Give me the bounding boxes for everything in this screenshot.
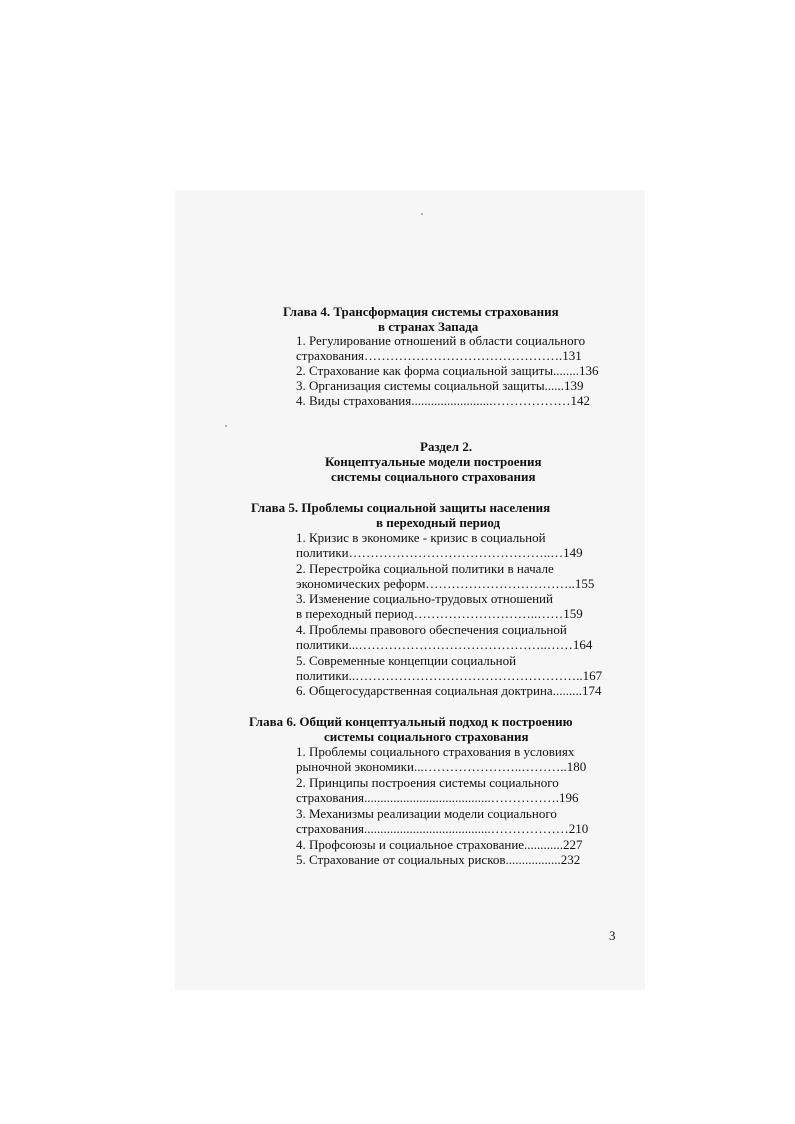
chapter4-title: Глава 4. Трансформация системы страхования: [283, 304, 559, 319]
chapter5-title: Глава 5. Проблемы социальной защиты населения: [251, 500, 551, 515]
toc-item: 5. Страхование от социальных рисков.................232: [296, 852, 581, 867]
toc-item: 2. Страхование как форма социальной защиты........136: [296, 363, 599, 378]
toc-item: 2. Принципы построения системы социального: [296, 775, 559, 790]
toc-item: 4. Проблемы правового обеспечения социальной: [296, 622, 567, 637]
toc-item: экономических реформ……………………………..155: [296, 576, 595, 591]
toc-item: 3. Организация системы социальной защиты......139: [296, 378, 584, 393]
toc-item: в переходный период………………………..……159: [296, 606, 583, 621]
toc-item: 1. Проблемы социального страхования в условиях: [296, 744, 575, 759]
toc-item: рыночной экономики...…………………..………..180: [296, 759, 587, 774]
chapter6-subtitle: системы социального страхования: [324, 729, 529, 744]
toc-item: 5. Современные концепции социальной: [296, 653, 517, 668]
toc-item: политики………………………………………..…149: [296, 545, 583, 560]
toc-item: 1. Регулирование отношений в области социального: [296, 333, 586, 348]
toc-item: 4. Виды страхования.........................………………142: [296, 393, 590, 408]
toc-item: страхования……………………………………….131: [296, 348, 582, 363]
toc-item: политики...……………………………………..……164: [296, 637, 593, 652]
toc-item: 1. Кризис в экономике - кризис в социальной: [296, 530, 546, 545]
toc-item: 3. Изменение социально-трудовых отношений: [296, 591, 553, 606]
chapter4-subtitle: в странах Запада: [378, 319, 479, 334]
toc-item: страхования.......................................………………210: [296, 821, 589, 836]
toc-item: политики..……………………………………………..167: [296, 668, 603, 683]
section2-line1: Концептуальные модели построения: [325, 454, 542, 469]
toc-item: 3. Механизмы реализации модели социального: [296, 806, 557, 821]
toc-item: страхования.......................................…………….196: [296, 790, 579, 805]
toc-item: 2. Перестройка социальной политики в начале: [296, 561, 554, 576]
scan-speck: [421, 213, 423, 215]
chapter5-subtitle: в переходный период: [376, 515, 501, 530]
toc-item: 6. Общегосударственная социальная доктрина.........174: [296, 683, 602, 698]
toc-item: 4. Профсоюзы и социальное страхование............227: [296, 837, 583, 852]
section2-line2: системы социального страхования: [331, 469, 536, 484]
chapter6-title: Глава 6. Общий концептуальный подход к построению: [249, 714, 573, 729]
scan-speck: [225, 425, 227, 427]
page-number: 3: [609, 928, 616, 943]
section2-label: Раздел 2.: [420, 439, 473, 454]
